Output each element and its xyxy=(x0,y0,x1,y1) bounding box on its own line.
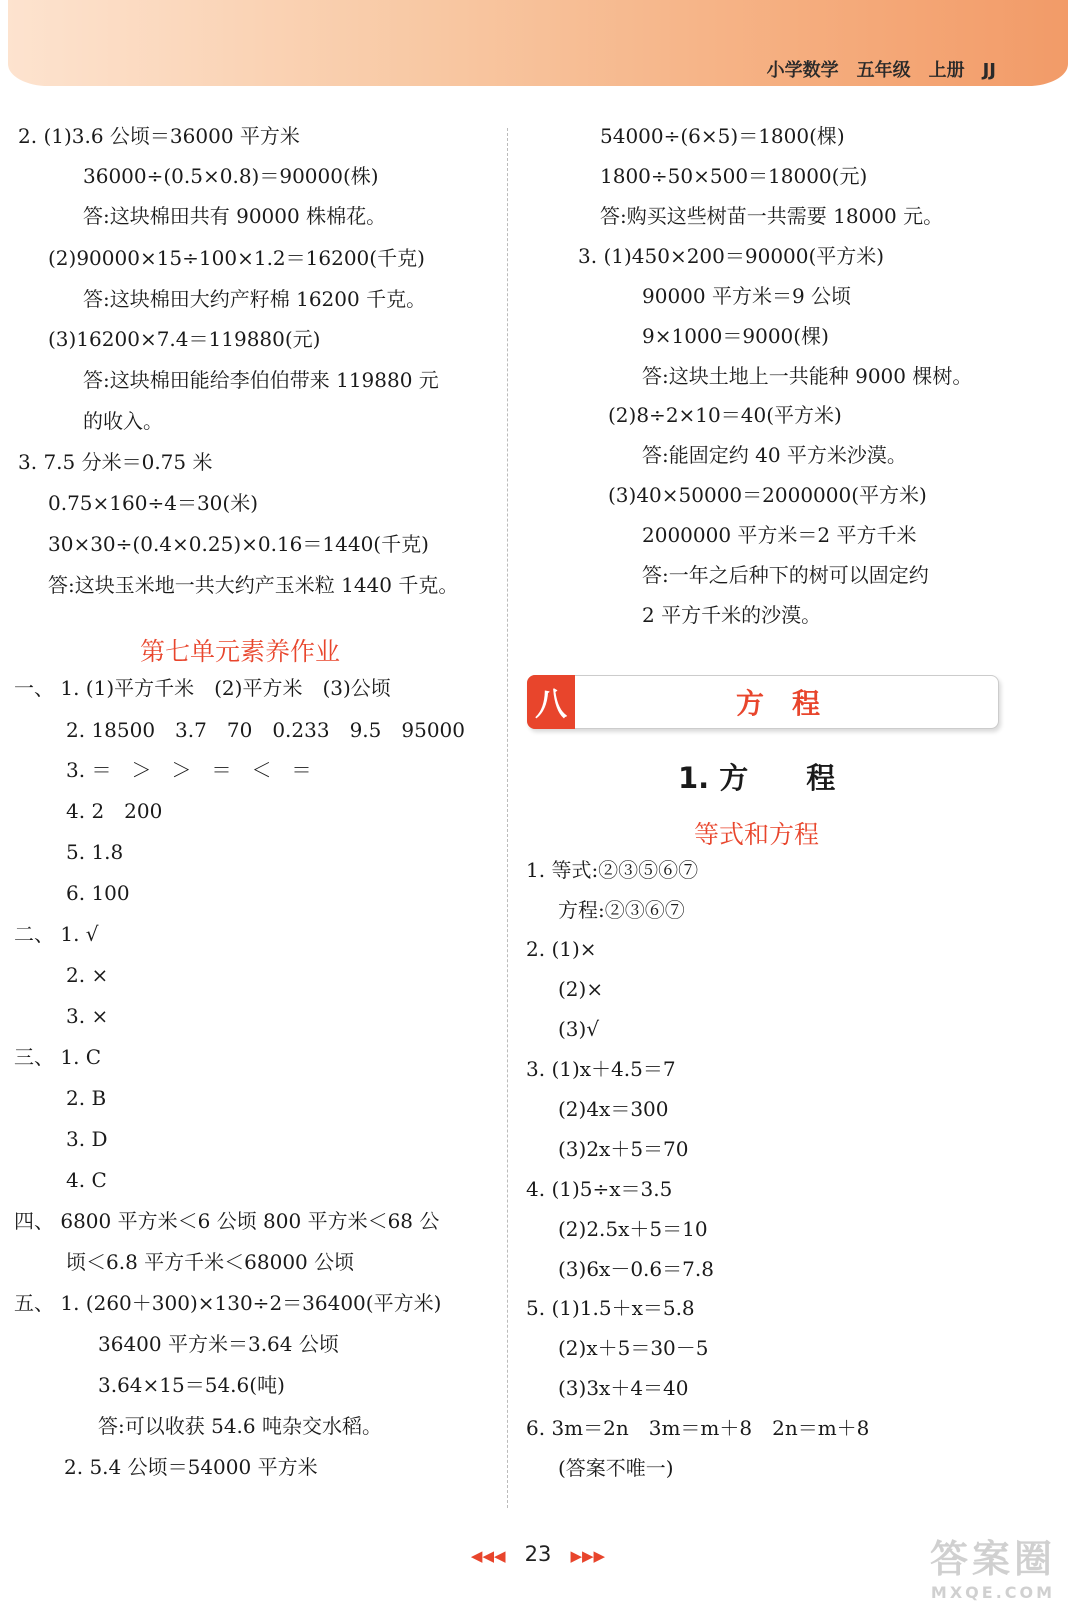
answer-line: (2)× xyxy=(558,977,604,1001)
answer-line: 9×1000＝9000(棵) xyxy=(642,324,829,348)
answer-line: 2. B xyxy=(66,1086,107,1110)
section-title: 第七单元素养作业 xyxy=(140,637,341,666)
answer-line: 4. 2 200 xyxy=(66,799,163,823)
answer-line: 30×30÷(0.4×0.25)×0.16＝1440(千克) xyxy=(48,532,429,556)
right-arrows-icon: ▶▶▶ xyxy=(570,1547,606,1565)
subsection-title: 等式和方程 xyxy=(694,820,820,849)
answer-line: 答:购买这些树苗一共需要 18000 元。 xyxy=(600,204,944,228)
answer-line: 3. D xyxy=(66,1127,108,1151)
answer-line: 答:这块土地上一共能种 9000 棵树。 xyxy=(642,364,973,388)
answer-line: 2 平方千米的沙漠。 xyxy=(642,603,822,627)
answer-line: 6. 100 xyxy=(66,881,130,905)
book-title: 小学数学 五年级 上册 JJ xyxy=(766,60,996,81)
answer-line: 四、 6800 平方米＜6 公顷 800 平方米＜68 公 xyxy=(14,1209,440,1233)
answer-line: 三、 1. C xyxy=(14,1045,102,1069)
answer-line: (答案不唯一) xyxy=(558,1456,674,1480)
answer-line: 方程:②③⑥⑦ xyxy=(558,898,685,922)
answer-line: 5. 1.8 xyxy=(66,840,124,864)
answer-line: 3. ＝ ＞ ＞ ＝ ＜ ＝ xyxy=(66,758,312,782)
answer-line: (2)90000×15÷100×1.2＝16200(千克) xyxy=(48,246,425,270)
answer-line: 54000÷(6×5)＝1800(棵) xyxy=(600,124,845,148)
answer-line: 二、 1. √ xyxy=(14,922,99,946)
answer-line: 的收入。 xyxy=(83,409,163,433)
chapter-number-badge: 八 xyxy=(527,675,575,729)
answer-line: 答:这块玉米地一共大约产玉米粒 1440 千克。 xyxy=(48,573,459,597)
answer-line: 3.64×15＝54.6(吨) xyxy=(98,1373,285,1397)
chapter-title: 方程 xyxy=(736,687,849,720)
answer-line: 2. × xyxy=(66,963,109,987)
answer-line: 一、 1. (1)平方千米 (2)平方米 (3)公顷 xyxy=(14,676,391,700)
answer-line: (2)4x＝300 xyxy=(558,1097,669,1121)
page-number: 23 xyxy=(524,1542,552,1566)
answer-line: 2. 5.4 公顷＝54000 平方米 xyxy=(64,1455,318,1479)
answer-line: 0.75×160÷4＝30(米) xyxy=(48,491,258,515)
answer-line: 答:能固定约 40 平方米沙漠。 xyxy=(642,443,907,467)
answer-line: 1800÷50×500＝18000(元) xyxy=(600,164,868,188)
lesson-title: 1. 方 程 xyxy=(678,761,836,795)
answer-line: 6. 3m＝2n 3m＝m＋8 2n＝m＋8 xyxy=(526,1416,870,1440)
watermark-text: 答案圈 xyxy=(929,1537,1056,1581)
answer-line: 答:可以收获 54.6 吨杂交水稻。 xyxy=(98,1414,382,1438)
answer-line: 4. (1)5÷x＝3.5 xyxy=(526,1177,673,1201)
answer-line: (2)x＋5＝30－5 xyxy=(558,1336,709,1360)
answer-line: 答:这块棉田共有 90000 株棉花。 xyxy=(83,204,387,228)
answer-line: (3)2x＋5＝70 xyxy=(558,1137,689,1161)
left-arrows-icon: ◀◀◀ xyxy=(470,1547,506,1565)
answer-line: (2)2.5x＋5＝10 xyxy=(558,1217,708,1241)
answer-line: 2. 18500 3.7 70 0.233 9.5 95000 xyxy=(66,718,466,742)
answer-line: 2000000 平方米＝2 平方千米 xyxy=(642,523,917,547)
answer-line: (3)6x－0.6＝7.8 xyxy=(558,1257,714,1281)
answer-line: 36000÷(0.5×0.8)＝90000(株) xyxy=(83,164,379,188)
answer-line: 五、 1. (260＋300)×130÷2＝36400(平方米) xyxy=(14,1291,442,1315)
answer-line: 1. 等式:②③⑤⑥⑦ xyxy=(526,858,699,882)
answer-line: 3. (1)x＋4.5＝7 xyxy=(526,1057,676,1081)
answer-line: 4. C xyxy=(66,1168,107,1192)
answer-line: 顷＜6.8 平方千米＜68000 公顷 xyxy=(66,1250,355,1274)
answer-line: (3)√ xyxy=(558,1017,600,1041)
answer-line: 2. (1)× xyxy=(526,937,597,961)
answer-line: (3)16200×7.4＝119880(元) xyxy=(48,327,321,351)
answer-line: 3. × xyxy=(66,1004,109,1028)
answer-line: (3)3x＋4＝40 xyxy=(558,1376,689,1400)
watermark-url: MXQE.COM xyxy=(930,1583,1056,1602)
answer-line: 36400 平方米＝3.64 公顷 xyxy=(98,1332,339,1356)
answer-line: 答:一年之后种下的树可以固定约 xyxy=(642,563,929,587)
answer-line: 答:这块棉田能给李伯伯带来 119880 元 xyxy=(83,368,439,392)
answer-line: 2. (1)3.6 公顷＝36000 平方米 xyxy=(18,124,300,148)
answer-line: 3. (1)450×200＝90000(平方米) xyxy=(578,244,885,268)
answer-line: (2)8÷2×10＝40(平方米) xyxy=(608,403,842,427)
watermark-logo xyxy=(930,1528,1056,1602)
column-divider xyxy=(507,128,508,1508)
answer-line: 90000 平方米＝9 公顷 xyxy=(642,284,852,308)
answer-line: 3. 7.5 分米＝0.75 米 xyxy=(18,450,213,474)
answer-line: 答:这块棉田大约产籽棉 16200 千克。 xyxy=(83,287,427,311)
page-footer xyxy=(0,1542,1076,1566)
answer-line: (3)40×50000＝2000000(平方米) xyxy=(608,483,927,507)
answer-line: 5. (1)1.5＋x＝5.8 xyxy=(526,1296,695,1320)
